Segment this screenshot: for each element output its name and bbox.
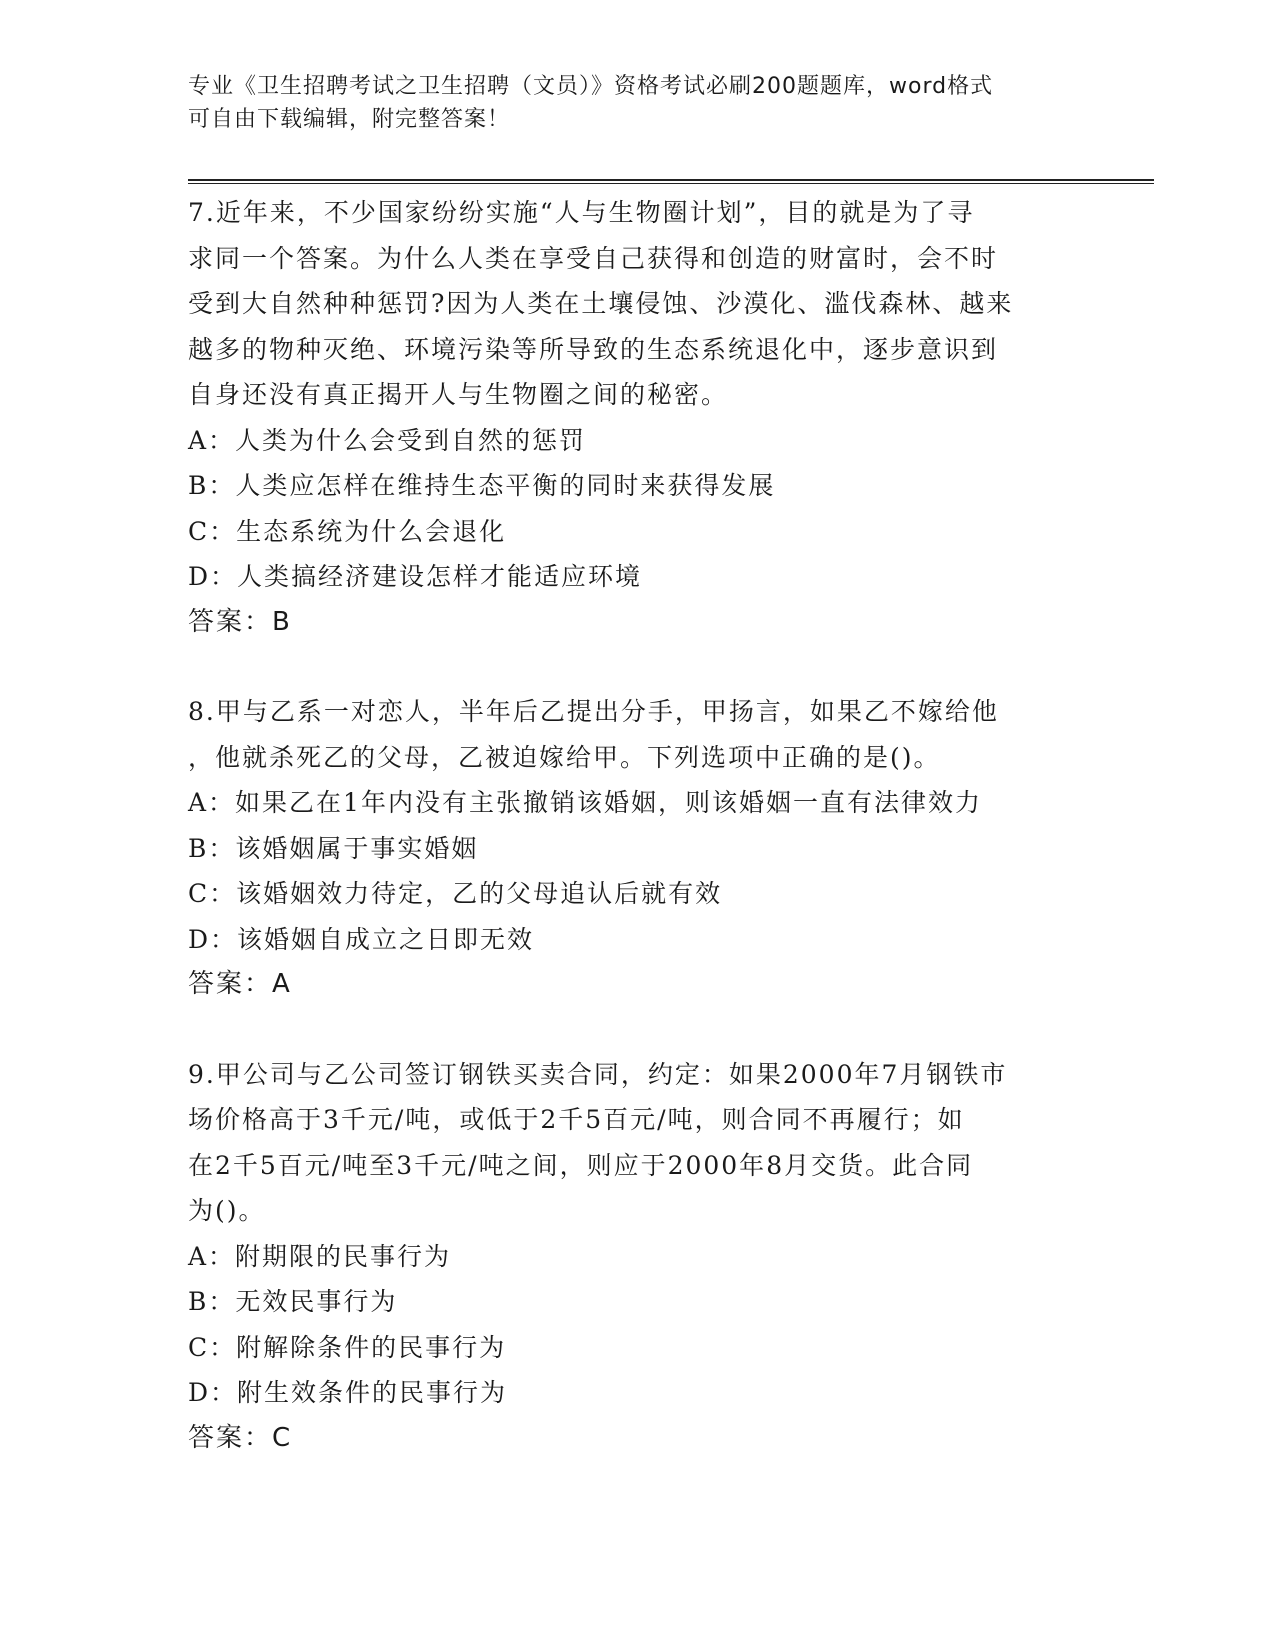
answer-label: 答案：B <box>188 606 292 637</box>
option-b: B：无效民事行为 <box>188 1287 398 1316</box>
question-9 <box>188 1052 1088 1462</box>
option-b: B：人类应怎样在维持生态平衡的同时来获得发展 <box>188 471 776 500</box>
header-line-1: 专业《卫生招聘考试之卫生招聘（文员）》资格考试必刷200题题库，word格式 <box>188 74 994 99</box>
question-stem-line: 9.甲公司与乙公司签订钢铁买卖合同，约定：如果2000年7月钢铁市 <box>188 1059 1008 1089</box>
question-stem-line: 求同一个答案。为什么人类在享受自己获得和创造的财富时，会不时 <box>188 243 999 273</box>
question-stem-line: 在2千5百元/吨至3千元/吨之间，则应于2000年8月交货。此合同 <box>188 1150 974 1180</box>
question-stem-line: 场价格高于3千元/吨，或低于2千5百元/吨，则合同不再履行；如 <box>188 1105 965 1134</box>
answer-label: 答案：C <box>188 1422 293 1453</box>
option-a: A：附期限的民事行为 <box>188 1241 452 1271</box>
option-c: C：该婚姻效力待定，乙的父母追认后就有效 <box>188 879 723 908</box>
option-a: A：人类为什么会受到自然的惩罚 <box>188 425 587 455</box>
question-stem-line: 8.甲与乙系一对恋人，半年后乙提出分手，甲扬言，如果乙不嫁给他 <box>188 697 999 726</box>
question-stem-line: 受到大自然种种惩罚?因为人类在土壤侵蚀、沙漠化、滥伐森林、越来 <box>188 289 1014 318</box>
option-a: A：如果乙在1年内没有主张撤销该婚姻，则该婚姻一直有法律效力 <box>188 788 982 817</box>
question-8 <box>188 689 1088 1008</box>
header-divider-thin <box>188 183 1154 184</box>
question-stem-line: 越多的物种灭绝、环境污染等所导致的生态系统退化中，逐步意识到 <box>188 334 999 364</box>
option-d: D：该婚姻自成立之日即无效 <box>188 924 535 954</box>
option-d: D：附生效条件的民事行为 <box>188 1378 508 1407</box>
header-line-2: 可自由下载编辑，附完整答案！ <box>188 107 511 132</box>
option-c: C：生态系统为什么会退化 <box>188 516 507 546</box>
question-stem-line: 7.近年来，不少国家纷纷实施“人与生物圈计划”，目的就是为了寻 <box>188 198 975 227</box>
question-7 <box>188 190 1088 645</box>
question-list <box>188 190 1088 1505</box>
option-c: C：附解除条件的民事行为 <box>188 1332 507 1362</box>
document-header <box>188 70 1088 136</box>
option-b: B：该婚姻属于事实婚姻 <box>188 833 479 863</box>
answer-label: 答案：A <box>188 969 292 999</box>
option-d: D：人类搞经济建设怎样才能适应环境 <box>188 562 643 591</box>
question-stem-line: 自身还没有真正揭开人与生物圈之间的秘密。 <box>188 380 729 409</box>
header-divider-thick <box>188 179 1154 181</box>
question-stem-line: ，他就杀死乙的父母，乙被迫嫁给甲。下列选项中正确的是()。 <box>188 742 941 772</box>
question-stem-line: 为()。 <box>188 1196 266 1225</box>
